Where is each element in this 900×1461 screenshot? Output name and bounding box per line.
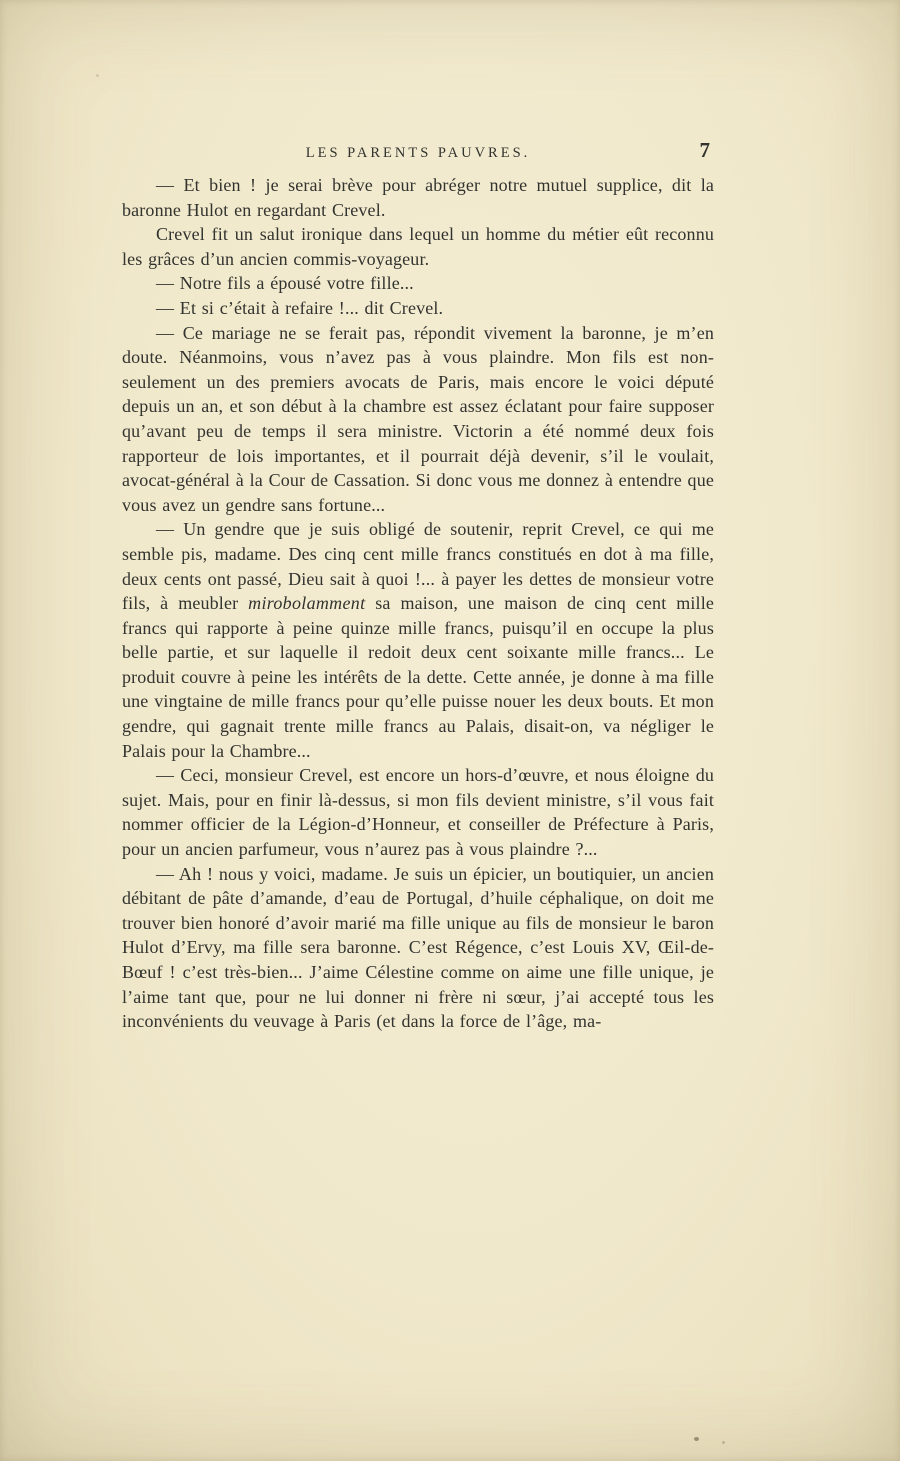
paper-speck [694,1437,699,1441]
text-segment: — Ah ! nous y voici, madame. Je suis un épicier, un boutiquier, un ancien débitant de pâte d’amande, d’eau de Portugal, d’huile céphalique, on doit me trouver bien honoré d’avoir marié ma fille unique au fils de monsieur le baron Hulot d’Ervy, ma fille sera baronne. C’est Régence, c’est Louis XV, Œil-de-Bœuf ! c’est très-bien... J’aime Célestine comme on aime une fille unique, je l’aime tant que, pour ne lui donner ni frère ni sœur, j’ai accepté tous les inconvénients du veuvage à Paris (et dans la force de l’âge, ma- [122,863,714,1032]
text-segment: Crevel fit un salut ironique dans lequel un homme du métier eût reconnu les grâces d’un ancien commis-voyageur. [122,224,714,269]
paragraph [122,763,714,861]
paragraph [122,296,714,321]
page-number: 7 [699,138,710,162]
paragraph [122,173,714,222]
page-header [122,140,714,173]
running-title: LES PARENTS PAUVRES. [305,145,531,161]
text-segment: sa maison, une maison de cinq cent mille francs qui rapporte à peine quinze mille francs, puisqu’il en occupe la plus belle partie, et sur laquelle il redoit deux cent soixante mille francs... Le produit couvre à peine les intérêts de la dette. Cette année, je donne à ma fille une vingtaine de mille francs pour qu’elle puisse nouer les deux bouts. Et mon gendre, qui gagnait trente mille francs au Palais, disait-on, va négliger le Palais pour la Chambre... [122,593,714,761]
page-text [122,173,714,1034]
text-segment: — Ceci, monsieur Crevel, est encore un hors-d’œuvre, et nous éloigne du sujet. Mais, pour en finir là-dessus, si mon fils devient ministre, s’il vous fait nommer officier de la Légion-d’Honneur, et conseiller de Préfecture à Paris, pour un ancien parfumeur, vous n’aurez pas à vous plaindre ?... [122,765,714,860]
text-segment: — Notre fils a épousé votre fille... [156,273,414,294]
paragraph [122,517,714,763]
text-block [122,140,714,1034]
text-segment: — Un gendre que je suis obligé de soutenir, reprit Crevel, ce qui me semble pis, madame. Des cinq cent mille francs constitués en dot à ma fille, deux cents ont passé, Dieu sait à quoi !... à payer les dettes de monsieur votre fils, à meubler [122,519,714,614]
text-segment: — Ce mariage ne se ferait pas, répondit vivement la baronne, je m’en doute. Néanmoins, vous n’avez pas à vous plaindre. Mon fils est non-seulement un des premiers avocats de Paris, mais encore le voici député depuis un an, et son début à la chambre est assez éclatant pour faire supposer qu’avant peu de temps il sera ministre. Victorin a été nommé deux fois rapporteur de lois importantes, et il pourrait déjà devenir, s’il le voulait, avocat-général à la Cour de Cassation. Si donc vous me donnez à entendre que vous avez un gendre sans fortune... [122,322,714,515]
paragraph [122,862,714,1034]
italic-text-segment: mirobolamment [248,593,366,614]
paragraph [122,321,714,518]
text-segment: — Et bien ! je serai brève pour abréger notre mutuel supplice, dit la baronne Hulot en regardant Crevel. [122,175,714,220]
paragraph [122,271,714,296]
paper-speck [96,74,99,77]
text-segment: — Et si c’était à refaire !... dit Crevel. [156,297,444,318]
paper-speck [722,1441,725,1444]
paragraph [122,222,714,271]
